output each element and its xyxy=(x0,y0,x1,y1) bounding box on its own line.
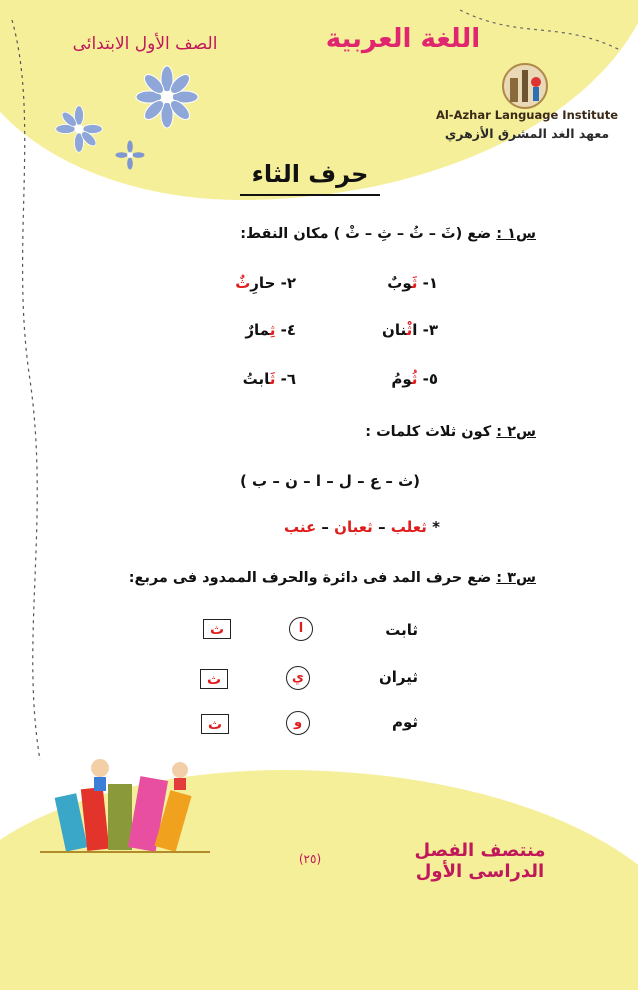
subject-title: اللغة العربية xyxy=(325,24,481,54)
q1-item-3 xyxy=(382,321,438,339)
item-word-rest: ومُ xyxy=(391,370,412,388)
item-answer: ثَ xyxy=(411,274,418,292)
item-number: ٦- xyxy=(280,370,296,388)
long-letter-box: ث xyxy=(201,714,229,734)
mad-letter-circle: ا xyxy=(289,617,313,641)
answer-separator: – xyxy=(378,518,386,536)
q3-label: س٣ : xyxy=(496,570,536,586)
item-answer: ثُ xyxy=(411,370,418,388)
item-word-after: نان xyxy=(382,321,407,339)
q1-item-5 xyxy=(391,370,438,388)
long-letter-box: ث xyxy=(200,669,228,689)
item-number: ١- xyxy=(422,274,438,292)
answer-word: ثعبان xyxy=(334,518,373,536)
item-word-rest: حارِ xyxy=(250,274,276,292)
q2-prompt: كون ثلاث كلمات : xyxy=(365,424,492,440)
answer-word: عنب xyxy=(283,518,317,536)
q2-heading xyxy=(365,424,536,440)
page-number: (٢٥) xyxy=(298,852,322,866)
q1-label: س١ : xyxy=(496,226,536,242)
q2-answers xyxy=(284,518,440,536)
flower-icon xyxy=(55,105,103,153)
q1-item-4 xyxy=(245,321,296,339)
item-word-rest: ابتُ xyxy=(242,370,270,388)
q2-label: س٢ : xyxy=(496,424,536,440)
answer-word: ثعلب xyxy=(390,518,427,536)
long-letter-box: ث xyxy=(203,619,231,639)
q2-letters: (ث – ع – ل – ا – ن – ب ) xyxy=(239,472,420,490)
footer-title: منتصف الفصل الدراسى الأول xyxy=(414,840,546,882)
books-and-kids-illustration-icon xyxy=(40,740,210,860)
item-word-before: ا xyxy=(412,321,418,339)
item-answer: ثَ xyxy=(269,370,276,388)
mad-letter-circle: و xyxy=(286,711,310,735)
item-number: ٣- xyxy=(422,321,438,339)
q3-heading xyxy=(129,570,536,586)
q1-prompt: ضع (ثَ – ثُ – ثِ – ثْ ) مكان النقط: xyxy=(240,226,492,242)
mad-letter-circle: ي xyxy=(286,666,310,690)
q3-prompt: ضع حرف المد فى دائرة والحرف الممدود فى مربع: xyxy=(128,570,492,586)
q3-word-1: ثابت xyxy=(385,621,418,639)
logo-english-text: Al-Azhar Language Institute xyxy=(435,108,619,122)
answer-star: * xyxy=(432,518,440,536)
item-answer: ثٌ xyxy=(235,274,251,292)
q3-word-3: ثوم xyxy=(391,713,418,731)
q1-item-2 xyxy=(235,274,296,292)
q3-word-2: ثيران xyxy=(378,668,418,686)
grade-title: الصف الأول الابتدائى xyxy=(72,34,218,54)
item-word-rest: مارٌ xyxy=(245,321,270,339)
item-number: ٢- xyxy=(280,274,296,292)
answer-separator: – xyxy=(321,518,329,536)
item-number: ٤- xyxy=(280,321,296,339)
logo-arabic-text: معهد الغد المشرق الأزهري xyxy=(444,126,610,141)
flower-icon xyxy=(135,65,199,129)
q1-item-1 xyxy=(387,274,438,292)
q1-heading xyxy=(240,226,536,242)
item-number: ٥- xyxy=(422,370,438,388)
q1-item-6 xyxy=(243,370,296,388)
item-answer: ثِ xyxy=(269,321,276,339)
item-answer: ثْ xyxy=(406,321,413,339)
lesson-title: حرف الثاء xyxy=(240,160,380,196)
item-word-rest: وبٌ xyxy=(387,274,412,292)
flower-icon xyxy=(115,140,145,170)
